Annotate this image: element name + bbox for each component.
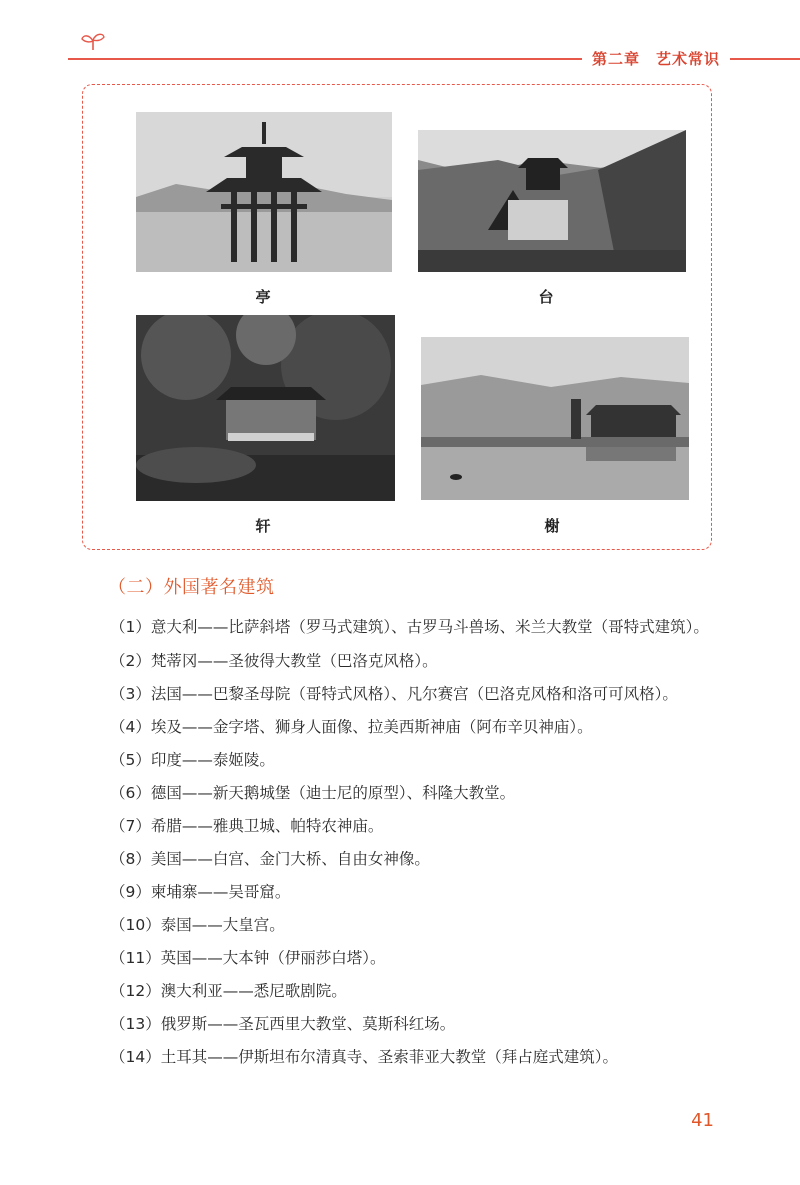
list-item: （12）澳大利亚——悉尼歌剧院。 [110, 982, 347, 1000]
list-item: （4）埃及——金字塔、狮身人面像、拉美西斯神庙（阿布辛贝神庙）。 [110, 718, 593, 736]
list-item: （3）法国——巴黎圣母院（哥特式风格）、凡尔赛宫（巴洛克风格和洛可可风格）。 [110, 685, 678, 703]
list-item: （5）印度——泰姬陵。 [110, 751, 275, 769]
caption-waterside: 榭 [544, 517, 560, 535]
list-item: （1）意大利——比萨斜塔（罗马式建筑）、古罗马斗兽场、米兰大教堂（哥特式建筑）。 [110, 618, 709, 636]
caption-pavilion: 亭 [255, 288, 271, 306]
caption-terrace: 台 [538, 288, 554, 306]
list-item: （9）柬埔寨——吴哥窟。 [110, 883, 291, 901]
caption-xuan: 轩 [255, 517, 271, 535]
page-number: 41 [691, 1110, 714, 1131]
xuan-hall-photo [136, 315, 395, 501]
list-item: （14）土耳其——伊斯坦布尔清真寺、圣索菲亚大教堂（拜占庭式建筑）。 [110, 1048, 618, 1066]
list-item: （10）泰国——大皇宫。 [110, 916, 285, 934]
sprout-icon [80, 30, 106, 52]
list-item: （8）美国——白宫、金门大桥、自由女神像。 [110, 850, 430, 868]
architecture-list [110, 612, 722, 1074]
list-item: （11）英国——大本钟（伊丽莎白塔）。 [110, 949, 386, 967]
waterside-pavilion-photo [421, 337, 689, 500]
section-title: （二）外国著名建筑 [108, 577, 275, 598]
terrace-photo [418, 130, 686, 272]
list-item: （2）梵蒂冈——圣彼得大教堂（巴洛克风格）。 [110, 652, 438, 670]
chapter-title: 第二章 艺术常识 [582, 48, 730, 69]
list-item: （6）德国——新天鹅城堡（迪士尼的原型）、科隆大教堂。 [110, 784, 516, 802]
list-item: （7）希腊——雅典卫城、帕特农神庙。 [110, 817, 384, 835]
list-item: （13）俄罗斯——圣瓦西里大教堂、莫斯科红场。 [110, 1015, 456, 1033]
pavilion-photo [136, 112, 392, 272]
